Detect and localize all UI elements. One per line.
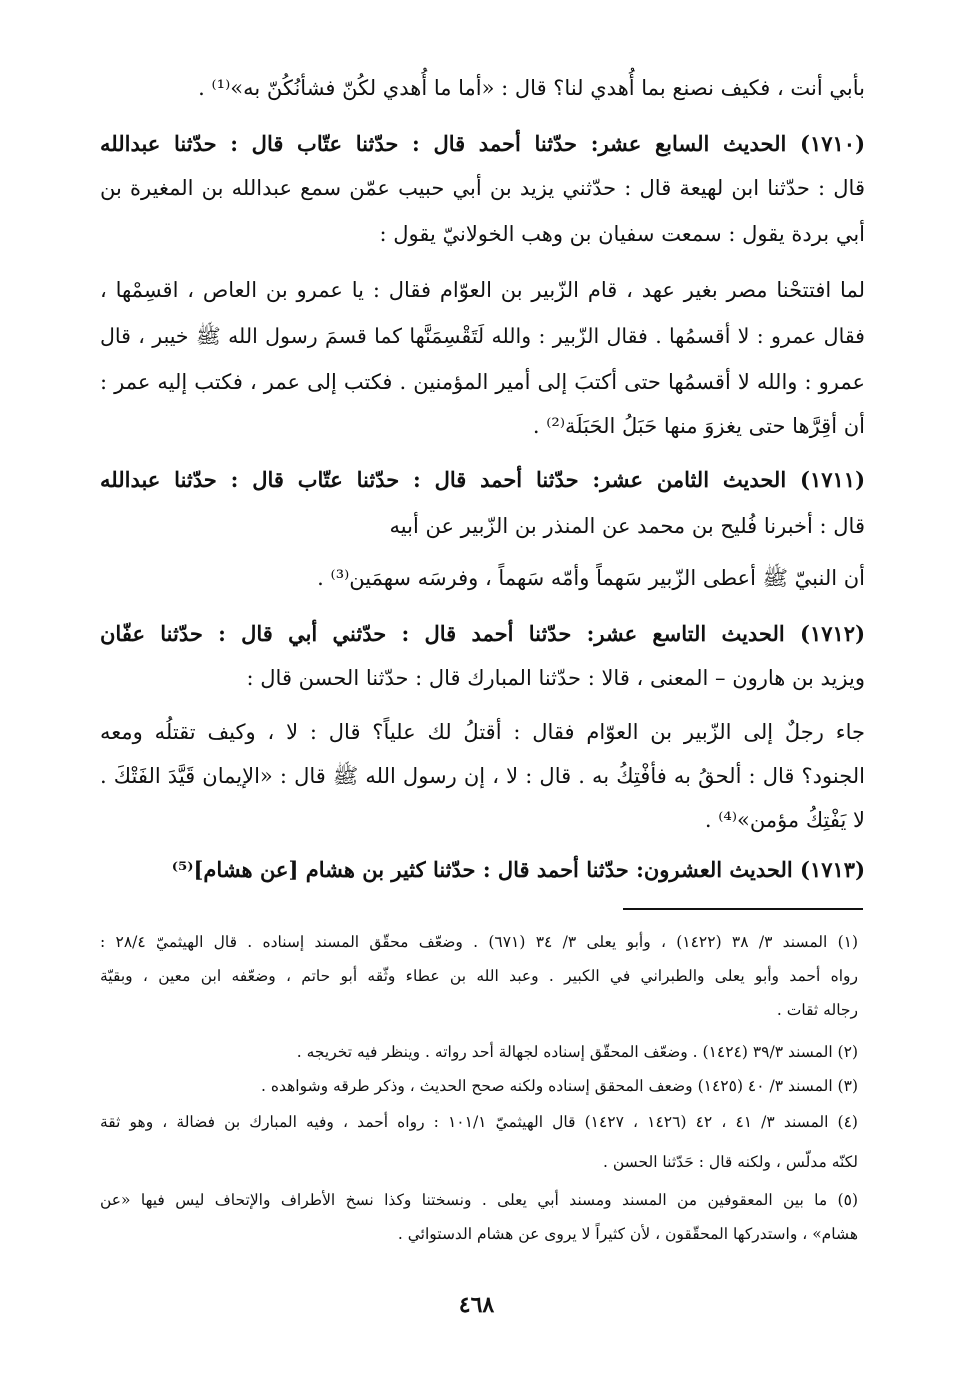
body-line: جاء رجلٌ إلى الزّبير بن العوّام فقال : أقتلُ لك علياً؟ قال : لا ، وكيف تقتلُه ومعه — [100, 720, 865, 744]
footnote-line: (٥) ما بين المعقوفين من المسند ومسند أبي يعلى . ونسختنا وكذا نسخ الأطراف والإتحاف ليس فيها «عن — [100, 1191, 858, 1209]
hadith-heading-1711: (١٧١١) الحديث الثامن عشر: حدّثنا أحمد قال : حدّثنا عتّاب قال : حدّثنا عبدالله — [100, 467, 865, 492]
body-line: أن أقِرَّها حتى يغزوَ منها حَبَلُ الحَبَلَة⁽²⁾ . — [532, 414, 865, 438]
body-line: بأبي أنت ، فكيف نصنع بما أُهدي لنا؟ قال : «أما ما أُهدي لكُنّ فشأنُكُنّ به»⁽¹⁾ . — [198, 76, 865, 100]
body-line: ويزيد بن هارون – المعنى ، قالا : حدّثنا المبارك قال : حدّثنا الحسن قال : — [246, 666, 865, 690]
body-line: لا يَفْتِكُ مؤمن»⁽⁴⁾ . — [704, 808, 865, 832]
footnote-separator — [623, 908, 863, 910]
footnote-line: رواه أحمد وأبو يعلى والطبراني في الكبير . وعبد الله بن عطاء وثّقه أبو حاتم ، وضعّفه ابن معين ، وبقيّة — [100, 967, 858, 985]
body-line: قال : أخبرنا فُليح بن محمد عن المنذر بن الزّبير عن أبيه — [389, 514, 865, 538]
footnote-line: (٢) المسند ٣٩/٣ (١٤٢٤) . وضعّف المحقّق إسناده لجهالة أحد رواته . وينظر فيه تخريجه . — [296, 1043, 858, 1061]
body-line: لما افتتحْنا مصر بغير عهد ، قام الزّبير بن العوّام فقال : يا عمرو بن العاص ، اقسِمْها ، — [100, 278, 865, 302]
hadith-heading-1713: (١٧١٣) الحديث العشرون: حدّثنا أحمد قال : حدّثنا كثير بن هشام [عن هشام]⁽⁵⁾ — [171, 857, 865, 882]
body-line: قال : حدّثنا ابن لهيعة قال : حدّثني يزيد بن أبي حبيب عمّن سمع عبدالله بن المغيرة بن — [100, 176, 865, 200]
body-line: الجنود؟ قال : ألحقُ به فأفْتِكُ به . قال : لا ، إن رسول الله ﷺ قال : «الإيمان قَيَّدَ الفَتْكَ . — [100, 764, 865, 788]
footnote-line: لكنّه مدلّس ، ولكنه قال : حَدّثنا الحسن . — [602, 1153, 858, 1171]
footnote-line: (٣) المسند ٣/ ٤٠ (١٤٢٥) وضعف المحقق إسناده ولكنه صحح الحديث ، وذكر طرقه وشواهده . — [261, 1077, 858, 1095]
page-number: ٤٦٨ — [458, 1292, 495, 1318]
footnote-line: رجاله ثقات . — [776, 1001, 858, 1019]
body-line: عمرو : والله لا أقسمُها حتى أكتبَ إلى أمير المؤمنين . فكتب إلى عمر ، فكتب إليه عمر : — [100, 370, 865, 394]
hadith-heading-1710: (١٧١٠) الحديث السابع عشر: حدّثنا أحمد قال : حدّثنا عتّاب قال : حدّثنا عبدالله — [100, 131, 865, 156]
footnote-line: (٤) المسند ٣/ ٤١ ، ٤٢ (١٤٢٦ ، ١٤٢٧) قال الهيثميّ ١٠١/١ : رواه أحمد ، وفيه المبارك بن فضالة ، وهو ثقة — [100, 1113, 858, 1131]
footnote-line: هشام» ، واستدركها المحقّقون ، لأن كثيراً لا يروى عن هشام الدستوائي . — [397, 1225, 858, 1243]
footnote-line: (١) المسند ٣/ ٣٨ (١٤٢٢) ، وأبو يعلى ٣/ ٣٤ (٦٧١) . وضعّف محقّق المسند إسناده . قال الهيثميّ ٢٨/٤ : — [100, 933, 859, 951]
body-line: أن النبيّ ﷺ أعطى الزّبير سَهماً وأمّه سَهماً ، وفرسَه سهمَين⁽³⁾ . — [317, 566, 865, 590]
hadith-heading-1712: (١٧١٢) الحديث التاسع عشر: حدّثنا أحمد قال : حدّثني أبي قال : حدّثنا عفّان — [100, 621, 865, 646]
body-line: أبي بردة يقول : سمعت سفيان بن وهب الخولانيّ يقول : — [379, 222, 865, 246]
body-line: فقال عمرو : لا أقسمُها . فقال الزّبير : والله لَتَقْسِمَنَّها كما قسمَ رسول الله ﷺ خيبر ، قال — [100, 324, 865, 348]
